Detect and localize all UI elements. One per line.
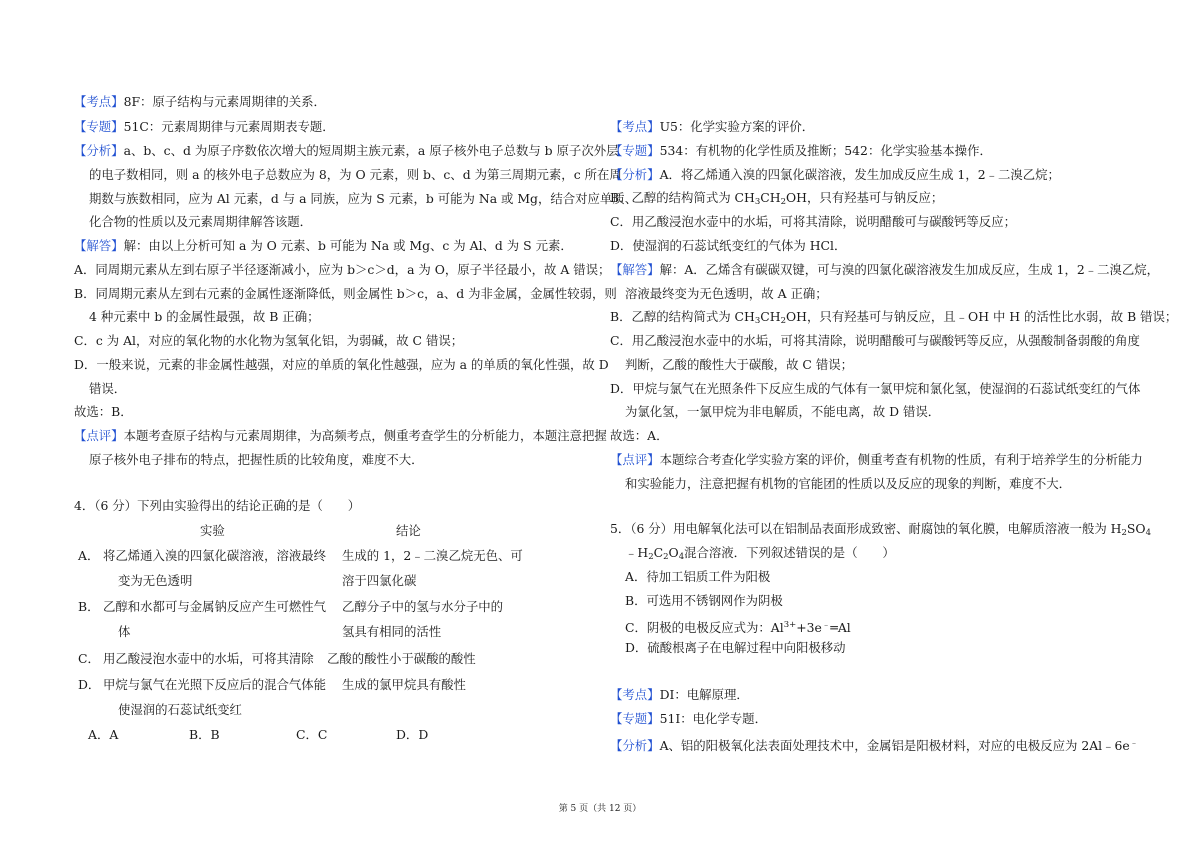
q4-row-b-con2: 氢具有相同的活性 [342,624,442,639]
q5-option-d: D．硫酸根离子在电解过程中向阳极移动 [625,640,846,655]
fenxi-tag: 【分析】 [610,738,660,753]
q4-row-c-exp1: 用乙酸浸泡水壶中的水垢，可将其清除 [103,651,314,666]
q4-option-c: C．C [296,727,328,742]
q4-header-experiment: 实验 [200,523,225,538]
q4-header-conclusion: 结论 [396,523,421,538]
jieda-tag: 【解答】 [74,238,124,253]
q4-row-d-label: D． [78,677,101,692]
kaodian-tag: 【考点】 [610,119,660,134]
fenxi-line-2: 的电子数相同，则 a 的核外电子总数应为 8，为 O 元素，则 b、c、d 为第三周期元素，c 所在周 [89,167,622,182]
q4-row-a-con2: 溶于四氯化碳 [342,573,417,588]
q4-row-d-con1: 生成的氯甲烷具有酸性 [342,677,466,692]
q4-option-a: A．A [88,727,119,742]
q4-row-d-exp2: 使湿润的石蕊试纸变红 [118,702,242,717]
q5-option-c: C．阴极的电极反应式为：$Al^{3+}+3e^﹣═Al$ [625,620,851,635]
fenxi-line-1: 【分析】a、b、c、d 为原子序数依次增大的短周期主族元素，a 原子核外电子总数与 b 原子次外层 [74,143,619,158]
dianping-line-2: 和实验能力，注意把握有机物的官能团的性质以及反应的现象的判断，难度不大． [625,476,1072,491]
jieda-c: C．c 为 Al，对应的氧化物的水化物为氢氧化铝，为弱碱，故 C 错误； [74,333,464,348]
jieda-tag: 【解答】 [610,262,660,277]
q5-fenxi: 【分析】A、铝的阳极氧化法表面处理技术中，金属铝是阳极材料，对应的电极反应为 2Al﹣6e﹣ [610,738,1139,753]
q4-row-a-exp2: 变为无色透明 [118,573,193,588]
q5-stem-2: $﹣H_2C_2O_4$混合溶液．下列叙述错误的是（ ） [625,545,895,562]
zhuanti-line: 【专题】534：有机物的化学性质及推断；542：化学实验基本操作． [610,143,992,158]
q5-kaodian: 【考点】DI：电解原理． [610,687,749,702]
dianping-tag: 【点评】 [610,452,660,467]
jieda-a1: 【解答】解：A．乙烯含有碳碳双键，可与溴的四氯化碳溶液发生加成反应，生成 1，2﹣二溴乙烷， [610,262,1160,277]
q4-stem: 4．（6 分）下列由实验得出的结论正确的是（ ） [74,498,361,513]
fenxi-a: 【分析】A．将乙烯通入溴的四氯化碳溶液，发生加成反应生成 1，2﹣二溴乙烷； [610,167,1060,182]
jieda-b1: B．同周期元素从左到右元素的金属性逐渐降低，则金属性 b＞c，a、d 为非金属，金属性较弱，则 [74,286,617,301]
fenxi-c: C．用乙酸浸泡水壶中的水垢，可将其清除，说明醋酸可与碳酸钙等反应； [610,214,1016,229]
q4-row-a-con1: 生成的 1，2﹣二溴乙烷无色、可 [342,548,523,563]
fenxi-tag: 【分析】 [74,143,124,158]
jieda-d2: 为氯化氢，一氯甲烷为非电解质，不能电离，故 D 错误． [625,404,941,419]
zhuanti-tag: 【专题】 [610,143,660,158]
zhuanti-line: 【专题】51C：元素周期律与元素周期表专题． [74,119,335,134]
dianping-tag: 【点评】 [74,428,124,443]
q4-row-c-con1: 乙酸的酸性小于碳酸的酸性 [327,651,476,666]
zhuanti-tag: 【专题】 [74,119,124,134]
page-footer: 第 5 页（共 12 页） [558,804,642,814]
q5-option-b: B．可选用不锈钢网作为阴极 [625,593,783,608]
q4-row-b-exp2: 体 [118,624,131,639]
q4-row-a-exp1: 将乙烯通入溴的四氯化碳溶液，溶液最终 [103,548,327,563]
kaodian-line: 【考点】8F：原子结构与元素周期律的关系． [74,94,326,109]
q5-stem-1: 5．（6 分）用电解氧化法可以在铝制品表面形成致密、耐腐蚀的氧化膜，电解质溶液一般为 $H_2SO_4$ [610,521,1151,538]
fenxi-line-4: 化合物的性质以及元素周期律解答该题． [89,214,313,229]
guxuan-line: 故选：B． [74,404,133,419]
fenxi-tag: 【分析】 [610,167,660,182]
kaodian-tag: 【考点】 [74,94,124,109]
q5-option-a: A．待加工铝质工件为阳极 [625,569,771,584]
q4-row-b-exp1: 乙醇和水都可与金属钠反应产生可燃性气 [103,599,327,614]
q5-zhuanti: 【专题】51I：电化学专题． [610,711,767,726]
guxuan-line: 故选：A． [610,428,669,443]
kaodian-line: 【考点】U5：化学实验方案的评价． [610,119,815,134]
q4-row-a-label: A． [78,548,100,563]
jieda-a: A．同周期元素从左到右原子半径逐渐减小，应为 b＞c＞d，a 为 O，原子半径最小，故 A 错误； [74,262,611,277]
q4-option-b: B．B [189,727,220,742]
kaodian-tag: 【考点】 [610,687,660,702]
q4-row-d-exp1: 甲烷与氯气在光照下反应后的混合气体能 [103,677,327,692]
dianping-line-1: 【点评】本题综合考查化学实验方案的评价，侧重考查有机物的性质，有利于培养学生的分析能力 [610,452,1143,467]
fenxi-b: B．乙醇的结构简式为 $CH_3CH_2OH$，只有羟基可与钠反应； [610,190,944,207]
jieda-d2: 错误． [89,381,127,396]
zhuanti-tag: 【专题】 [610,711,660,726]
fenxi-d: D．使湿润的石蕊试纸变红的气体为 HCl． [610,238,847,253]
jieda-c2: 判断，乙酸的酸性大于碳酸，故 C 错误； [625,357,853,372]
jieda-c1: C．用乙酸浸泡水壶中的水垢，可将其清除，说明醋酸可与碳酸钙等反应，从强酸制备弱酸的角度 [610,333,1140,348]
fenxi-line-3: 期数与族数相同，应为 Al 元素，d 与 a 同族，应为 S 元素，b 可能为 Na 或 Mg，结合对应单质、 [89,191,638,206]
q4-row-b-label: B． [78,599,100,614]
q4-option-d: D．D [396,727,429,742]
dianping-line-1: 【点评】本题考查原子结构与元素周期律，为高频考点，侧重考查学生的分析能力，本题注意把握 [74,428,607,443]
jieda-b: B．乙醇的结构简式为 $CH_3CH_2OH$，只有羟基可与钠反应，且﹣OH 中 H 的活性比水弱，故 B 错误； [610,309,1178,326]
dianping-line-2: 原子核外电子排布的特点，把握性质的比较角度，难度不大． [89,452,424,467]
jieda-d1: D．一般来说，元素的非金属性越强，对应的单质的氧化性越强，应为 a 的单质的氧化性强，故 D [74,357,609,372]
jieda-d1: D．甲烷与氯气在光照条件下反应生成的气体有一氯甲烷和氯化氢，使湿润的石蕊试纸变红的气体 [610,381,1141,396]
jieda-b2: 4 种元素中 b 的金属性最强，故 B 正确； [89,309,320,324]
jieda-line: 【解答】解：由以上分析可知 a 为 O 元素、b 可能为 Na 或 Mg、c 为 Al、d 为 S 元素． [74,238,573,253]
q4-row-c-label: C． [78,651,100,666]
q4-row-b-con1: 乙醇分子中的氢与水分子中的 [342,599,504,614]
jieda-a2: 溶液最终变为无色透明，故 A 正确； [625,286,828,301]
